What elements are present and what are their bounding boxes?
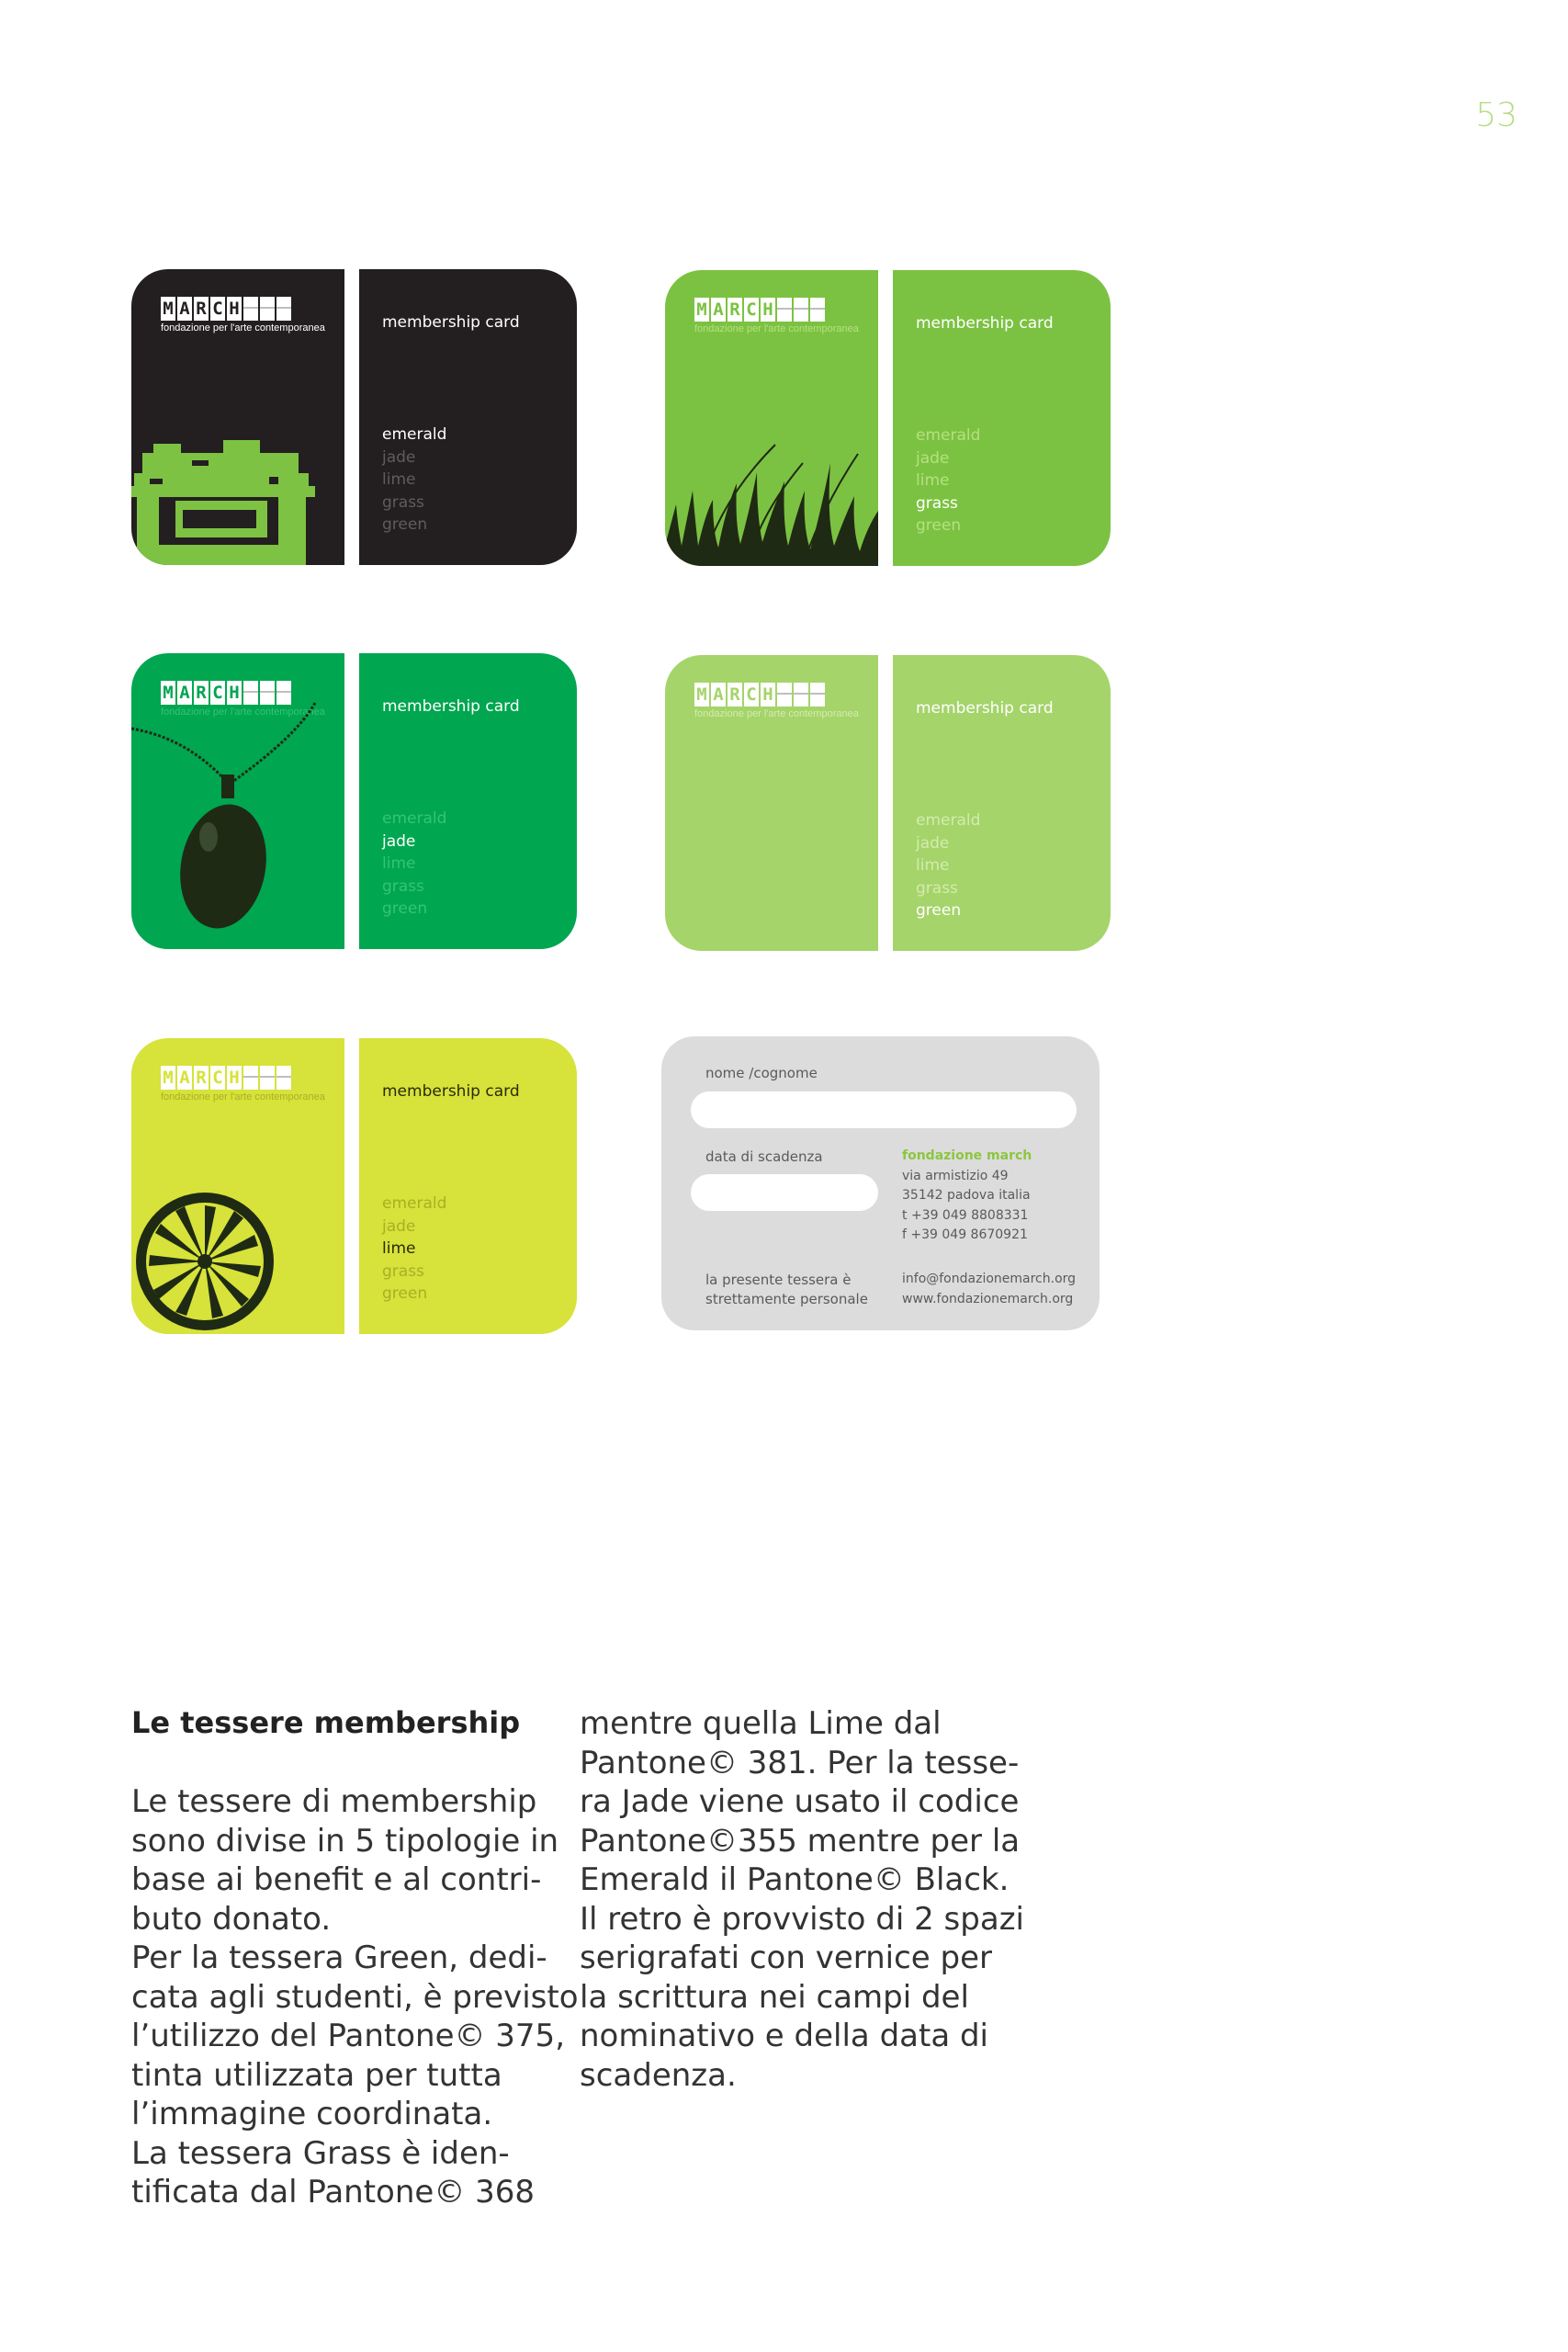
- tier-green: green: [382, 1284, 428, 1303]
- body-line: Le tessere di membership: [131, 1783, 537, 1820]
- name-label: nome /cognome: [705, 1065, 818, 1081]
- logo-tagline: fondazione per l'arte contemporanea: [161, 322, 325, 334]
- body-line: La tessera Grass è iden-: [131, 2134, 510, 2172]
- email-text: info@fondazionemarch.org: [902, 1272, 1077, 1286]
- card-front-panel: [665, 655, 878, 951]
- tier-green: green: [916, 516, 962, 535]
- membership-card-grass: [665, 270, 1111, 566]
- page-number: 53: [1475, 96, 1517, 134]
- membership-card-back: [661, 1036, 1100, 1330]
- tier-grass: grass: [382, 492, 424, 512]
- tier-lime: lime: [916, 856, 950, 875]
- card-front-panel: [131, 653, 344, 949]
- logo-letter-box: R: [194, 1066, 209, 1090]
- logo-letter-box: C: [744, 683, 759, 707]
- logo-letter-box: M: [161, 681, 175, 705]
- logo-letter-box: M: [161, 297, 175, 321]
- membership-card-jade: [131, 653, 577, 949]
- tier-jade: jade: [382, 831, 416, 851]
- foundation-address: [902, 1147, 1032, 1246]
- tier-emerald: emerald: [382, 1194, 447, 1213]
- membership-card-emerald: [131, 269, 577, 565]
- body-line: Il retro è provvisto di 2 spazi: [580, 1900, 1024, 1938]
- logo-letter-box: C: [210, 681, 225, 705]
- membership-card-green: [665, 655, 1111, 951]
- logo-letter-box: R: [728, 683, 742, 707]
- expiry-field: [691, 1174, 878, 1211]
- address-line: 35142 padova italia: [902, 1188, 1031, 1203]
- logo-letter-box: A: [177, 1066, 192, 1090]
- logo-empty-box: [794, 683, 808, 707]
- tier-list: [382, 1193, 446, 1306]
- tier-emerald: emerald: [382, 425, 447, 444]
- membership-card-label: membership card: [382, 1082, 520, 1101]
- tier-jade: jade: [382, 1216, 416, 1236]
- body-line: scadenza.: [580, 2056, 737, 2094]
- tier-jade: jade: [916, 833, 950, 853]
- logo-letter-box: H: [227, 1066, 242, 1090]
- logo-letter-box: R: [194, 681, 209, 705]
- tier-list: [382, 808, 446, 921]
- body-line: buto donato.: [131, 1900, 332, 1938]
- membership-card-lime: [131, 1038, 577, 1334]
- tier-green: green: [916, 901, 962, 920]
- march-logo: [694, 683, 859, 719]
- body-line: Pantone© 381. Per la tesse-: [580, 1744, 1020, 1781]
- logo-letter-box: A: [177, 297, 192, 321]
- logo-letter-box: C: [210, 297, 225, 321]
- tier-green: green: [382, 899, 428, 918]
- logo-letter-box: H: [761, 683, 775, 707]
- foundation-contacts: [902, 1270, 1076, 1309]
- jade-pendant-illustration: [131, 653, 344, 949]
- logo-letter-box: M: [694, 298, 709, 322]
- body-line: sono divise in 5 tipologie in: [131, 1822, 559, 1860]
- grass-illustration: [665, 270, 878, 566]
- tier-list: [916, 424, 980, 537]
- card-back-panel: [359, 653, 577, 949]
- card-back-panel: [359, 269, 577, 565]
- tier-lime: lime: [382, 1239, 416, 1258]
- tier-grass: grass: [916, 493, 958, 513]
- tier-lime: lime: [916, 471, 950, 490]
- address-line: via armistizio 49: [902, 1168, 1009, 1183]
- body-line: nominativo e della data di: [580, 2018, 988, 2054]
- tier-emerald: emerald: [916, 811, 981, 830]
- logo-letter-box: H: [227, 681, 242, 705]
- tier-grass: grass: [916, 878, 958, 898]
- logo-letter-box: C: [210, 1066, 225, 1090]
- logo-letter-box: A: [177, 681, 192, 705]
- name-field: [691, 1091, 1077, 1128]
- logo-letter-box: A: [711, 298, 726, 322]
- logo-empty-box: [777, 683, 792, 707]
- logo-letter-box: C: [744, 298, 759, 322]
- card-front-panel: [665, 270, 878, 566]
- tier-grass: grass: [382, 1261, 424, 1281]
- tier-lime: lime: [382, 854, 416, 873]
- body-line: cata agli studenti, è previsto: [131, 1978, 579, 2016]
- tier-grass: grass: [382, 876, 424, 896]
- body-line: serigrafati con vernice per: [580, 1939, 993, 1976]
- tier-list: [916, 809, 980, 922]
- membership-card-label: membership card: [916, 699, 1054, 718]
- emerald-gem-illustration: [131, 269, 344, 565]
- logo-tagline: fondazione per l'arte contemporanea: [694, 323, 859, 334]
- tier-emerald: emerald: [382, 809, 447, 828]
- tier-green: green: [382, 515, 428, 534]
- note-line: la presente tessera è: [705, 1272, 852, 1288]
- membership-card-label: membership card: [382, 697, 520, 716]
- body-line: ra Jade viene usato il codice: [580, 1783, 1020, 1820]
- tier-jade: jade: [916, 448, 950, 468]
- body-line: mentre quella Lime dal: [580, 1705, 942, 1742]
- tier-lime: lime: [382, 470, 416, 489]
- body-text-column-2: [580, 1704, 1024, 2095]
- body-line: base ai benefit e al contri-: [131, 1861, 542, 1898]
- membership-card-label: membership card: [382, 313, 520, 332]
- tier-jade: jade: [382, 447, 416, 467]
- body-line: l’utilizzo del Pantone© 375,: [131, 2018, 565, 2054]
- logo-letter-box: R: [194, 297, 209, 321]
- body-line: la scrittura nei campi del: [580, 1978, 969, 2016]
- body-text-column-1: [131, 1782, 579, 2212]
- body-line: l’immagine coordinata.: [131, 2096, 493, 2132]
- lime-slice-illustration: [131, 1038, 344, 1334]
- body-line: tificata dal Pantone© 368: [131, 2174, 536, 2211]
- logo-tagline: fondazione per l'arte contemporanea: [161, 707, 325, 718]
- tier-emerald: emerald: [916, 426, 981, 445]
- card-front-panel: [131, 269, 344, 565]
- logo-empty-box: [810, 683, 825, 707]
- body-line: tinta utilizzata per tutta: [131, 2056, 502, 2094]
- website-text: www.fondazionemarch.org: [902, 1291, 1074, 1306]
- foundation-name: fondazione march: [902, 1148, 1032, 1163]
- card-front-panel: [131, 1038, 344, 1334]
- logo-letter-box: H: [227, 297, 242, 321]
- section-heading: Le tessere membership: [131, 1705, 521, 1740]
- logo-tagline: fondazione per l'arte contemporanea: [161, 1091, 325, 1102]
- address-line: t +39 049 8808331: [902, 1207, 1029, 1223]
- logo-letter-box: R: [728, 298, 742, 322]
- membership-card-label: membership card: [916, 314, 1054, 333]
- logo-letter-box: H: [761, 298, 775, 322]
- personal-note: [705, 1271, 868, 1309]
- logo-letter-box: M: [694, 683, 709, 707]
- body-line: Pantone©355 mentre per la: [580, 1822, 1021, 1860]
- note-line: strettamente personale: [705, 1291, 868, 1307]
- card-back-panel: [893, 655, 1111, 951]
- card-back-panel: [359, 1038, 577, 1334]
- body-line: Per la tessera Green, dedi-: [131, 1939, 547, 1976]
- logo-tagline: fondazione per l'arte contemporanea: [694, 708, 859, 719]
- body-line: Emerald il Pantone© Black.: [580, 1861, 1010, 1898]
- tier-list: [382, 424, 446, 537]
- card-back-panel: [893, 270, 1111, 566]
- address-line: f +39 049 8670921: [902, 1227, 1028, 1242]
- logo-letter-box: M: [161, 1066, 175, 1090]
- expiry-label: data di scadenza: [705, 1148, 823, 1165]
- logo-letter-box: A: [711, 683, 726, 707]
